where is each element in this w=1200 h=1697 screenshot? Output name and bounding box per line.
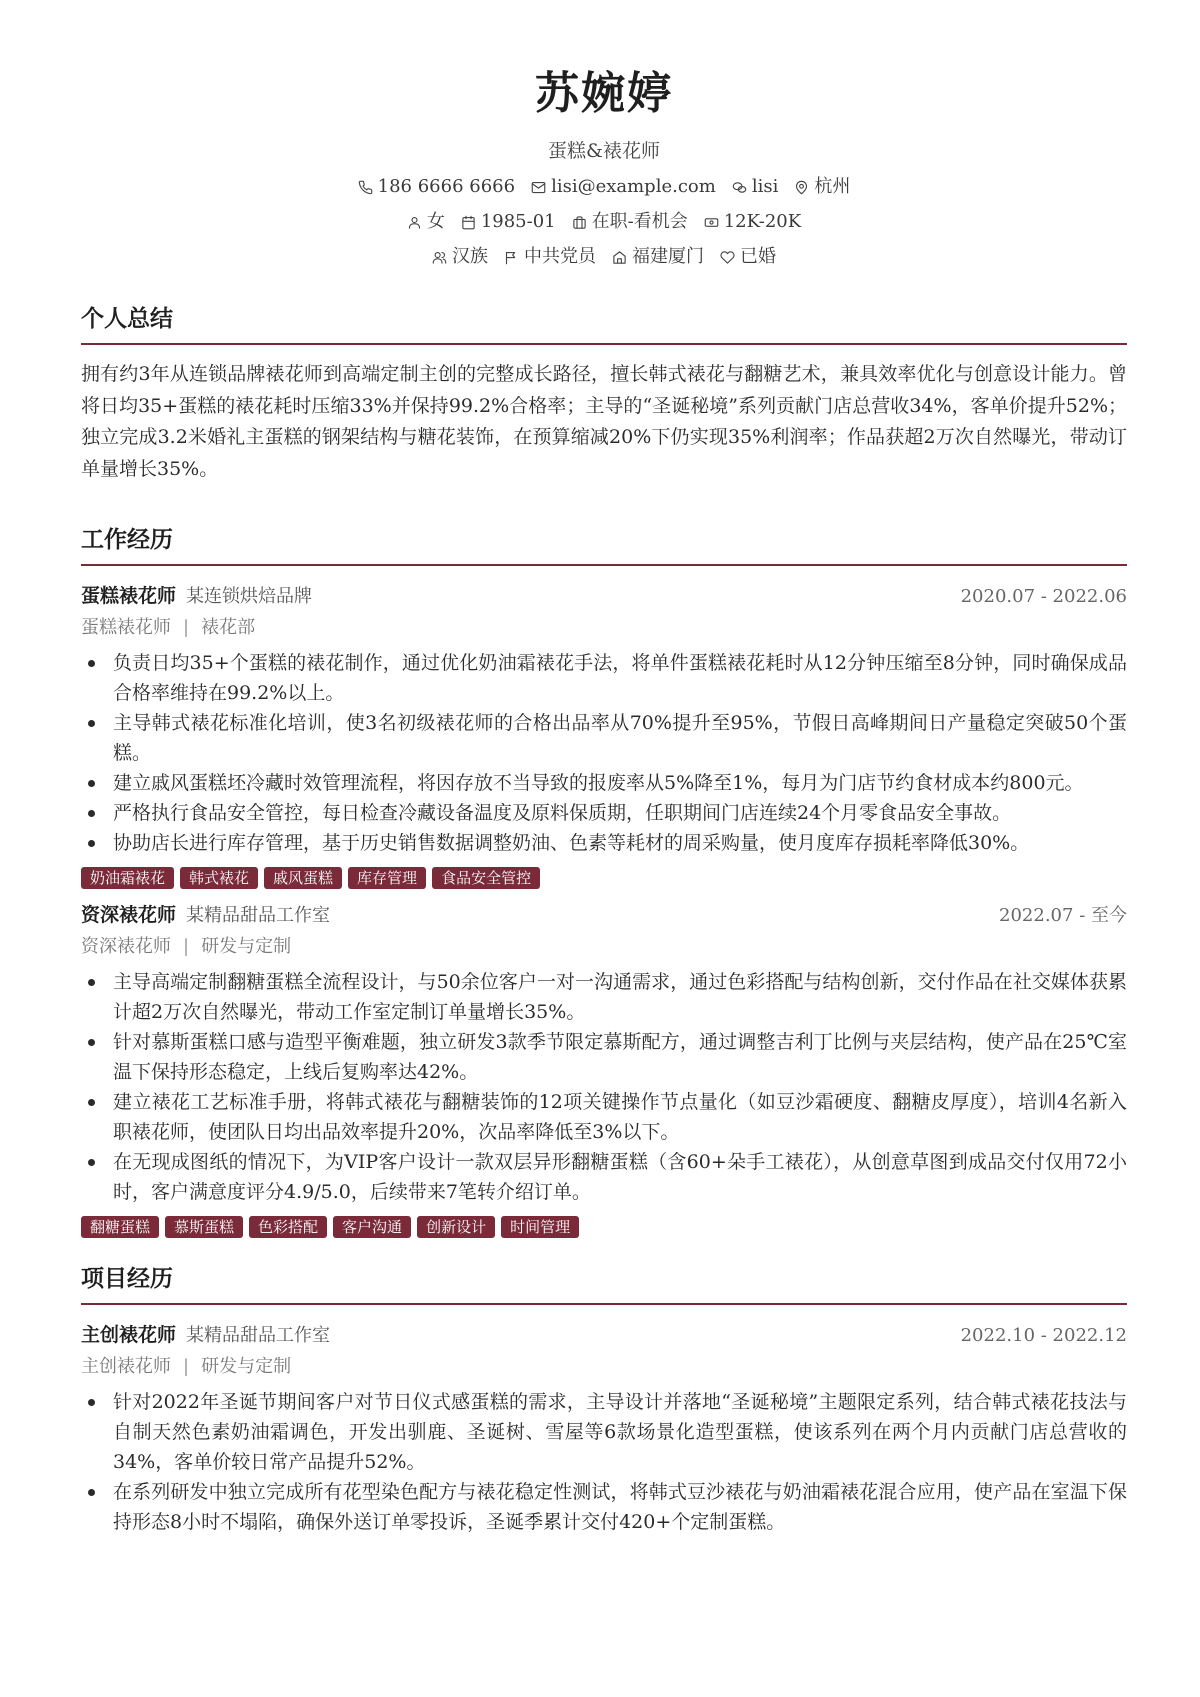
entry-dept: 研发与定制 (201, 1356, 292, 1377)
entry-position: 资深裱花师 (81, 936, 171, 957)
email-text: lisi@example.com (551, 176, 716, 197)
candidate-name: 苏婉婷 (535, 68, 673, 119)
contact-row (81, 174, 1127, 200)
bullet-item: 在无现成图纸的情况下，为VIP客户设计一款双层异形翻糖蛋糕（含60+朵手工裱花），从创意草图到成品交付仅用72小时，客户满意度评分4.9/5.0，后续带来7笔转介绍订单。 (81, 1147, 1127, 1207)
wechat-text: lisi (751, 176, 779, 197)
entry-org: 某精品甜品工作室 (186, 905, 331, 926)
entry-subline: 主创裱花师 | 研发与定制 (81, 1356, 292, 1377)
bullet-item: 主导韩式裱花标准化培训，使3名初级裱花师的合格出品率从70%提升至95%，节假日高峰期间日产量稳定突破50个蛋糕。 (81, 708, 1127, 768)
gender-info (407, 209, 445, 235)
section-title: 项目经历 (81, 1264, 1127, 1305)
bullet-item: 针对2022年圣诞节期间客户对节日仪式感蛋糕的需求，主导设计并落地“圣诞秘境”主题限定系列，结合韩式裱花技法与自制天然色素奶油霜调色，开发出驯鹿、圣诞树、雪屋等6款场景化造型蛋糕，使该系列在两个月内贡献门店总营收的34%，客单价较日常产品提升52%。 (81, 1387, 1127, 1477)
birth-text: 1985-01 (480, 211, 556, 232)
entry-header (81, 582, 1127, 611)
entry-date: 2022.07 - 至今 (999, 905, 1127, 926)
personal-info-row (81, 244, 1127, 270)
wechat-info (732, 174, 779, 200)
birth-info (461, 209, 556, 235)
entry-subline: 资深裱花师 | 研发与定制 (81, 936, 292, 957)
entry-org: 某连锁烘焙品牌 (186, 586, 313, 607)
city-info (794, 174, 850, 200)
hometown-text: 福建厦门 (632, 246, 704, 267)
entry-date: 2020.07 - 2022.06 (960, 586, 1127, 607)
entry-dept: 裱花部 (201, 617, 256, 638)
phone-icon (358, 180, 373, 195)
user-icon (407, 215, 422, 230)
gender-text: 女 (426, 211, 445, 232)
salary-info (704, 209, 801, 235)
skill-tag: 慕斯蛋糕 (165, 1216, 243, 1238)
skill-tag: 创新设计 (417, 1216, 495, 1238)
bullet-item: 协助店长进行库存管理，基于历史销售数据调整奶油、色素等耗材的周采购量，使月度库存损耗率降低30%。 (81, 828, 1127, 858)
section-title: 工作经历 (81, 525, 1127, 566)
entry-date: 2022.10 - 2022.12 (960, 1325, 1127, 1346)
phone-text: 186 6666 6666 (377, 176, 516, 197)
status-info (572, 209, 688, 235)
entry-bullets (81, 648, 1127, 858)
skill-tag: 奶油霜裱花 (81, 867, 174, 889)
entry-role: 蛋糕裱花师 (81, 585, 177, 607)
bullet-item: 严格执行食品安全管控，每日检查冷藏设备温度及原料保质期，任职期间门店连续24个月零食品安全事故。 (81, 798, 1127, 828)
basic-info-row (81, 209, 1127, 235)
skill-tags (81, 867, 1127, 889)
briefcase-icon (572, 215, 587, 230)
heart-icon (720, 250, 735, 265)
work-entry (81, 582, 1127, 889)
entry-role: 主创裱花师 (81, 1324, 177, 1346)
work-section (81, 525, 1127, 1238)
bullet-item: 主导高端定制翻糖蛋糕全流程设计，与50余位客户一对一沟通需求，通过色彩搭配与结构创新，交付作品在社交媒体获累计超2万次自然曝光，带动工作室定制订单量增长35%。 (81, 967, 1127, 1027)
salary-text: 12K-20K (723, 211, 802, 232)
entry-bullets (81, 967, 1127, 1207)
marital-text: 已婚 (740, 246, 776, 267)
skill-tag: 色彩搭配 (249, 1216, 327, 1238)
work-entry (81, 901, 1127, 1238)
calendar-icon (461, 215, 476, 230)
skill-tag: 客户沟通 (333, 1216, 411, 1238)
skill-tag: 戚风蛋糕 (264, 867, 342, 889)
section-title: 个人总结 (81, 304, 1127, 345)
city-text: 杭州 (814, 176, 851, 197)
entry-bullets (81, 1387, 1127, 1537)
entry-dept: 研发与定制 (201, 936, 292, 957)
entry-position: 主创裱花师 (81, 1356, 171, 1377)
ethnicity-text: 汉族 (452, 246, 488, 267)
entry-org: 某精品甜品工作室 (186, 1325, 331, 1346)
ethnicity-info (432, 244, 488, 270)
money-icon (704, 215, 719, 230)
home-icon (612, 250, 627, 265)
mail-icon (531, 180, 546, 195)
entry-role: 资深裱花师 (81, 904, 177, 926)
bullet-item: 建立戚风蛋糕坯冷藏时效管理流程，将因存放不当导致的报废率从5%降至1%，每月为门店节约食材成本约800元。 (81, 768, 1127, 798)
entry-position: 蛋糕裱花师 (81, 617, 171, 638)
project-entry (81, 1321, 1127, 1537)
hometown-info (612, 244, 704, 270)
project-section (81, 1264, 1127, 1537)
job-title: 蛋糕&裱花师 (548, 140, 660, 162)
summary-section (81, 304, 1127, 485)
resume-page (81, 0, 1127, 1537)
email-info (531, 174, 716, 200)
bullet-item: 建立裱花工艺标准手册，将韩式裱花与翻糖装饰的12项关键操作节点量化（如豆沙霜硬度、翻糖皮厚度），培训4名新入职裱花师，使团队日均出品效率提升20%，次品率降低至3%以下。 (81, 1087, 1127, 1147)
bullet-item: 针对慕斯蛋糕口感与造型平衡难题，独立研发3款季节限定慕斯配方，通过调整吉利丁比例与夹层结构，使产品在25℃室温下保持形态稳定，上线后复购率达42%。 (81, 1027, 1127, 1087)
skill-tag: 库存管理 (348, 867, 426, 889)
location-icon (794, 180, 809, 195)
phone-info (358, 174, 515, 200)
bullet-item: 负责日均35+个蛋糕的裱花制作，通过优化奶油霜裱花手法，将单件蛋糕裱花耗时从12分钟压缩至8分钟，同时确保成品合格率维持在99.2%以上。 (81, 648, 1127, 708)
entry-header (81, 1321, 1127, 1350)
wechat-icon (732, 180, 747, 195)
skill-tag: 韩式裱花 (180, 867, 258, 889)
skill-tag: 食品安全管控 (432, 867, 540, 889)
summary-text: 拥有约3年从连锁品牌裱花师到高端定制主创的完整成长路径，擅长韩式裱花与翻糖艺术，兼具效率优化与创意设计能力。曾将日均35+蛋糕的裱花耗时压缩33%并保持99.2%合格率；主导的“圣诞秘境”系列贡献门店总营收34%，客单价提升52%；独立完成3.2米婚礼主蛋糕的钢架结构与糖花装饰，在预算缩减20%下仍实现35%利润率；作品获超2万次自然曝光，带动订单量增长35%。 (81, 363, 1127, 480)
bullet-item: 在系列研发中独立完成所有花型染色配方与裱花稳定性测试，将韩式豆沙裱花与奶油霜裱花混合应用，使产品在室温下保持形态8小时不塌陷，确保外送订单零投诉，圣诞季累计交付420+个定制蛋糕。 (81, 1477, 1127, 1537)
skill-tag: 翻糖蛋糕 (81, 1216, 159, 1238)
flag-icon (504, 250, 519, 265)
entry-header (81, 901, 1127, 930)
skill-tag: 时间管理 (501, 1216, 579, 1238)
politics-info (504, 244, 596, 270)
marital-info (720, 244, 776, 270)
politics-text: 中共党员 (524, 246, 596, 267)
entry-subline: 蛋糕裱花师 | 裱花部 (81, 617, 256, 638)
users-icon (432, 250, 447, 265)
status-text: 在职-看机会 (591, 211, 688, 232)
skill-tags (81, 1216, 1127, 1238)
